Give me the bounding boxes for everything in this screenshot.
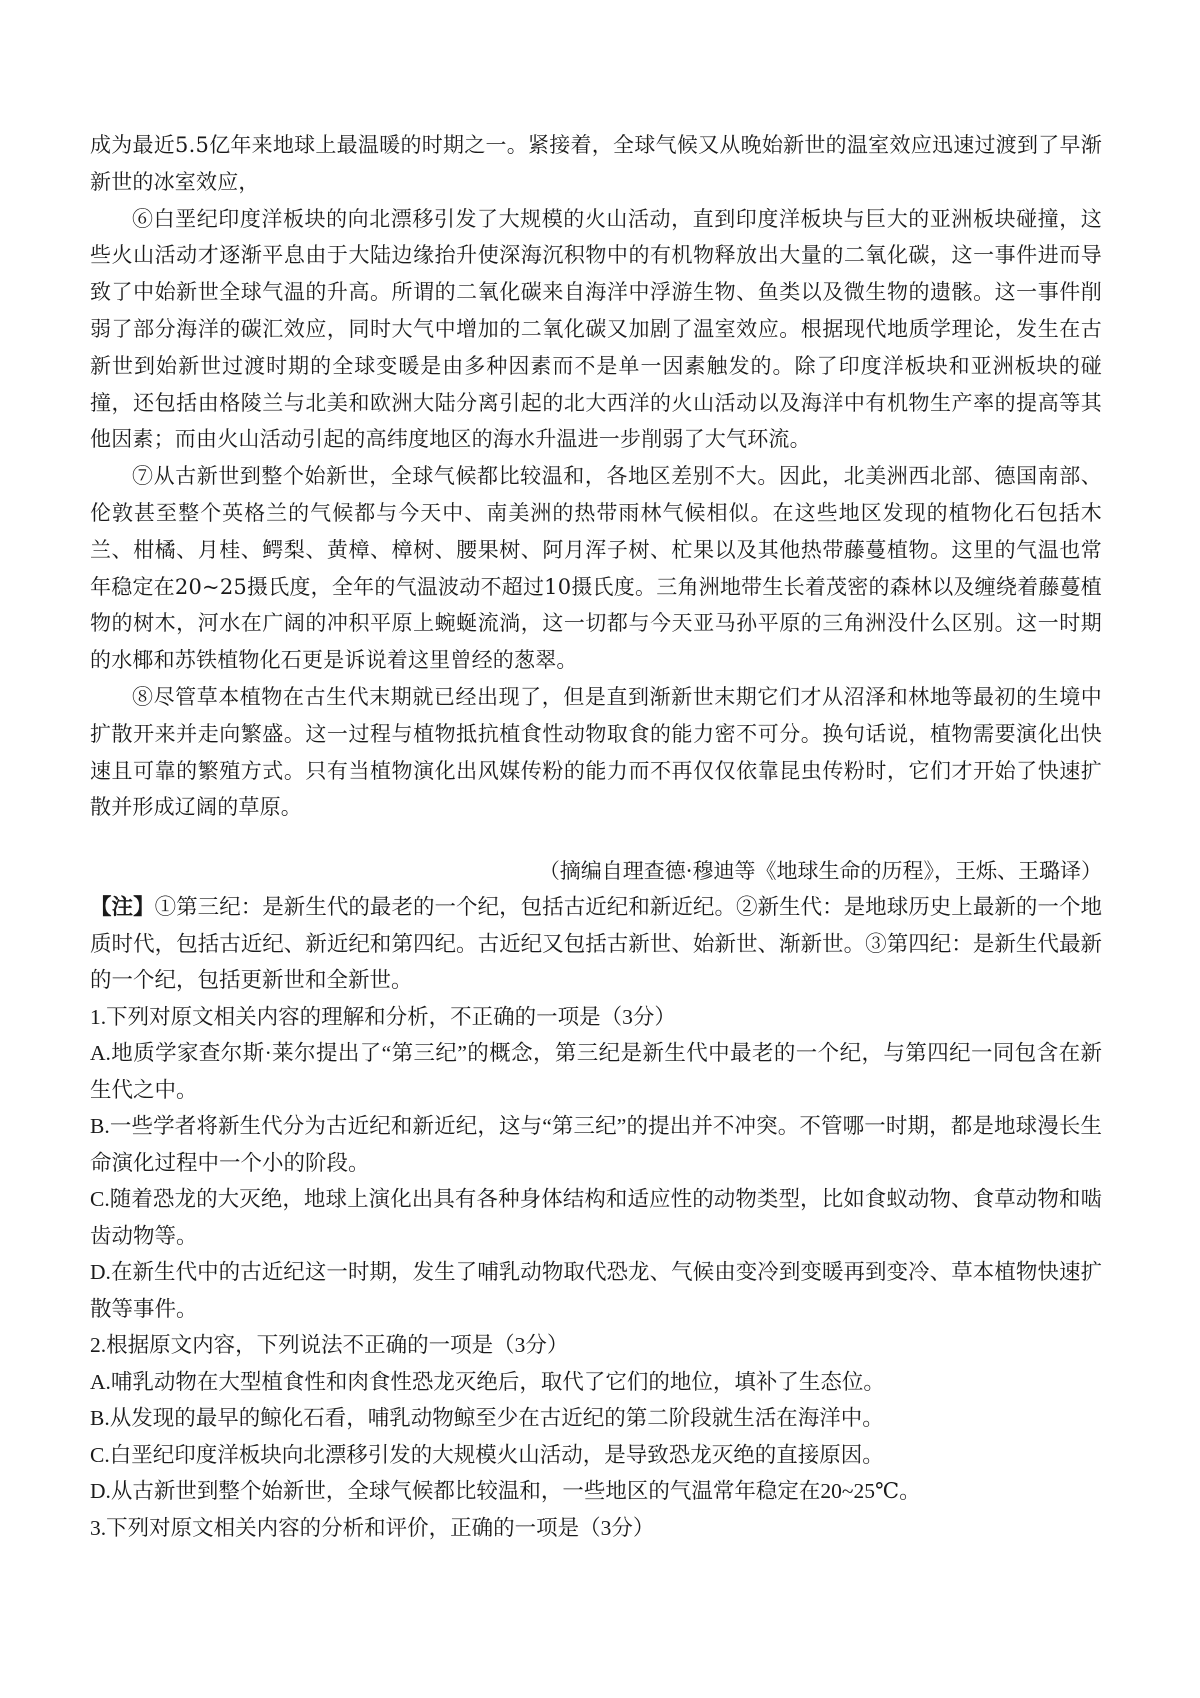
reading-passage [90, 127, 1102, 826]
note-label: 【注】 [90, 895, 155, 919]
question-1-option-d: D.在新生代中的古近纪这一时期，发生了哺乳动物取代恐龙、气候由变冷到变暖再到变冷、草本植物快速扩散等事件。 [90, 1260, 1102, 1321]
question-1-option-a: A.地质学家查尔斯·莱尔提出了“第三纪”的概念，第三纪是新生代中最老的一个纪，与第四纪一同包含在新生代之中。 [90, 1041, 1102, 1102]
question-2-option-a: A.哺乳动物在大型植食性和肉食性恐龙灭绝后，取代了它们的地位，填补了生态位。 [90, 1369, 885, 1394]
question-2-option-d: D.从古新世到整个始新世，全球气候都比较温和，一些地区的气温常年稳定在20~25℃。 [90, 1479, 921, 1503]
questions-section [90, 889, 1102, 1546]
question-1-option-b: B.一些学者将新生代分为古近纪和新近纪，这与“第三纪”的提出并不冲突。不管哪一时期，都是地球漫长生命演化过程中一个小的阶段。 [90, 1114, 1102, 1175]
question-1-stem: 1.下列对原文相关内容的理解和分析，不正确的一项是（3分） [90, 1004, 676, 1029]
note-text: ①第三纪：是新生代的最老的一个纪，包括古近纪和新近纪。②新生代：是地球历史上最新的一个地质时代，包括古近纪、新近纪和第四纪。古近纪又包括古新世、始新世、渐新世。③第四纪：是新生代最新的一个纪，包括更新世和全新世。 [90, 895, 1102, 992]
paragraph-continued: 成为最近5.5亿年来地球上最温暖的时期之一。紧接着，全球气候又从晚始新世的温室效应迅速过渡到了早渐新世的冰室效应， [90, 133, 1102, 194]
paragraph-6: ⑥白垩纪印度洋板块的向北漂移引发了大规模的火山活动，直到印度洋板块与巨大的亚洲板块碰撞，这些火山活动才逐渐平息由于大陆边缘抬升使深海沉积物中的有机物释放出大量的二氧化碳，这一事件进而导致了中始新世全球气温的升高。所谓的二氧化碳来自海洋中浮游生物、鱼类以及微生物的遗骸。这一事件削弱了部分海洋的碳汇效应，同时大气中增加的二氧化碳又加剧了温室效应。根据现代地质学理论，发生在古新世到始新世过渡时期的全球变暖是由多种因素而不是单一因素触发的。除了印度洋板块和亚洲板块的碰撞，还包括由格陵兰与北美和欧洲大陆分离引起的北大西洋的火山活动以及海洋中有机物生产率的提高等其他因素；而由火山活动引起的高纬度地区的海水升温进一步削弱了大气环流。 [90, 206, 1102, 452]
question-1-option-c: C.随着恐龙的大灭绝，地球上演化出具有各种身体结构和适应性的动物类型，比如食蚁动物、食草动物和啮齿动物等。 [90, 1187, 1102, 1248]
question-3-stem: 3.下列对原文相关内容的分析和评价，正确的一项是（3分） [90, 1515, 655, 1540]
question-2-option-c: C.白垩纪印度洋板块向北漂移引发的大规模火山活动，是导致恐龙灭绝的直接原因。 [90, 1442, 884, 1467]
paragraph-7: ⑦从古新世到整个始新世，全球气候都比较温和，各地区差别不大。因此，北美洲西北部、德国南部、伦敦甚至整个英格兰的气候都与今天中、南美洲的热带雨林气候相似。在这些地区发现的植物化石包括木兰、柑橘、月桂、鳄梨、黄樟、樟树、腰果树、阿月浑子树、杧果以及其他热带藤蔓植物。这里的气温也常年稳定在20~25摄氏度，全年的气温波动不超过10摄氏度。三角洲地带生长着茂密的森林以及缠绕着藤蔓植物的树木，河水在广阔的冲积平原上蜿蜒流淌，这一切都与今天亚马孙平原的三角洲没什么区别。这一时期的水椰和苏铁植物化石更是诉说着这里曾经的葱翠。 [90, 464, 1102, 673]
question-2-stem: 2.根据原文内容，下列说法不正确的一项是（3分） [90, 1333, 569, 1357]
source-citation: （摘编自理查德·穆迪等《地球生命的历程》，王烁、王璐译） [538, 859, 1102, 883]
question-2-option-b: B.从发现的最早的鲸化石看，哺乳动物鲸至少在古近纪的第二阶段就生活在海洋中。 [90, 1406, 884, 1430]
note [90, 889, 1102, 999]
paragraph-8: ⑧尽管草本植物在古生代末期就已经出现了，但是直到渐新世末期它们才从沼泽和林地等最初的生境中扩散开来并走向繁盛。这一过程与植物抵抗植食性动物取食的能力密不可分。换句话说，植物需要演化出快速且可靠的繁殖方式。只有当植物演化出风媒传粉的能力而不再仅仅依靠昆虫传粉时，它们才开始了快速扩散并形成辽阔的草原。 [90, 684, 1102, 820]
